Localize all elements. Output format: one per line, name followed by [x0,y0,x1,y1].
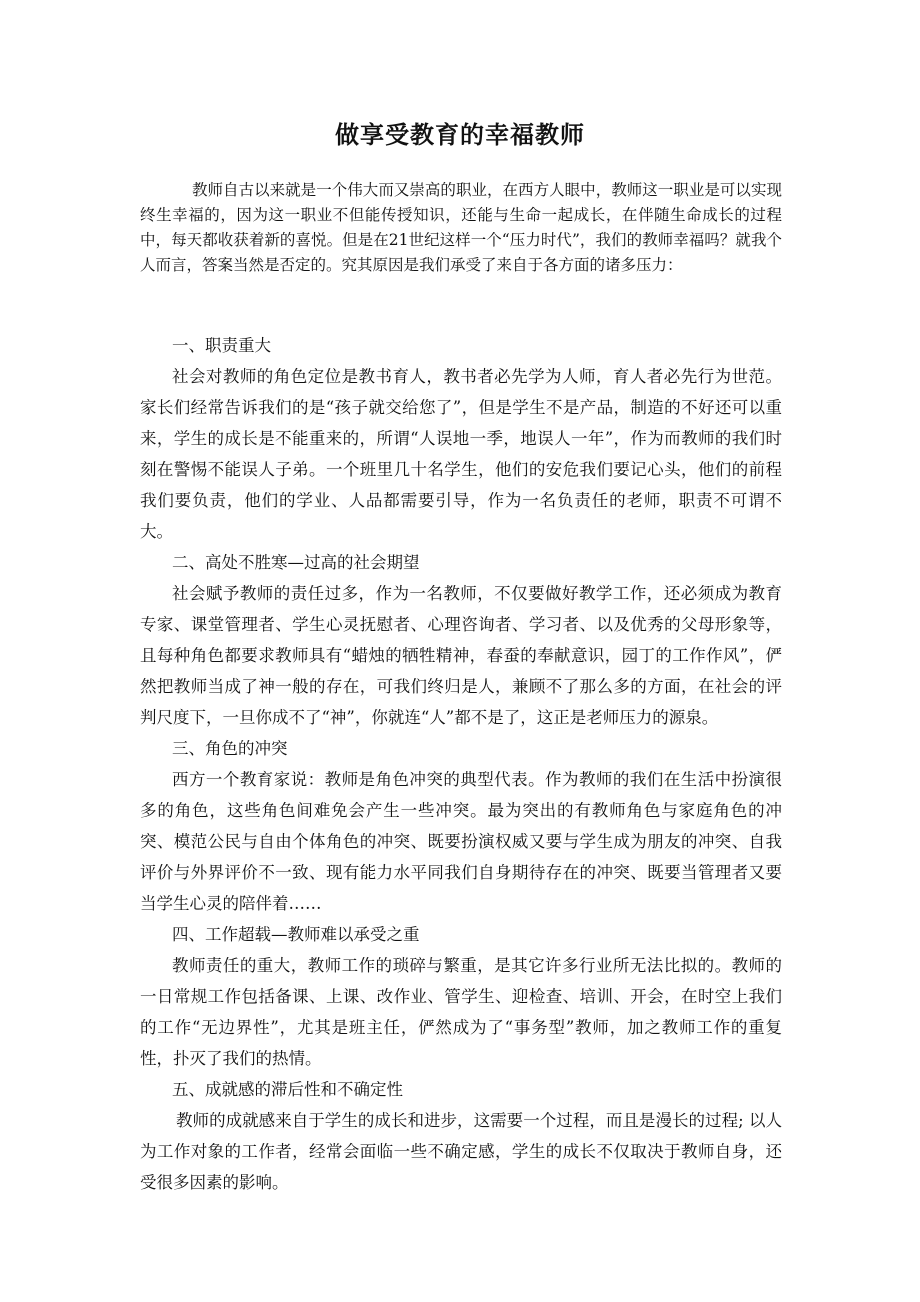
section-heading-5: 五、成就感的滞后性和不确定性 [172,1080,403,1099]
section-paragraph-1: 社会对教师的角色定位是教书育人，教书者必先学为人师，育人者必先行为世范。家长们经常告诉我们的是“孩子就交给您了”，但是学生不是产品，制造的不好还可以重来，学生的成长是不能重来的，所谓“人误地一季，地误人一年”，作为而教师的我们时刻在警惕不能误人子弟。一个班里几十名学生，他们的安危我们要记心头，他们的前程我们要负责，他们的学业、人品都需要引导，作为一名负责任的老师，职责不可谓不大。 [140,367,782,541]
document-title: 做享受教育的幸福教师 [335,120,585,149]
section-paragraph-2: 社会赋予教师的责任过多，作为一名教师，不仅要做好教学工作，还必须成为教育专家、课堂管理者、学生心灵抚慰者、心理咨询者、学习者、以及优秀的父母形象等，且每种角色都要求教师具有“蜡烛的牺牲精神，春蚕的奉献意识，园丁的工作作风”，俨然把教师当成了神一般的存在，可我们终归是人，兼顾不了那么多的方面，在社会的评判尺度下，一旦你成不了“神”，你就连“人”都不是了，这正是老师压力的源泉。 [140,584,782,727]
section-paragraph-5: 教师的成就感来自于学生的成长和进步，这需要一个过程，而且是漫长的过程; 以人为工作对象的工作者，经常会面临一些不确定感，学生的成长不仅取决于教师自身，还受很多因素的影响。 [140,1111,782,1192]
section-heading-3: 三、角色的冲突 [172,739,288,758]
section-heading-1: 一、职责重大 [172,336,271,355]
section-paragraph-4: 教师责任的重大，教师工作的琐碎与繁重，是其它许多行业所无法比拟的。教师的一日常规工作包括备课、上课、改作业、管学生、迎检查、培训、开会，在时空上我们的工作“无边界性”，尤其是班主任，俨然成为了“事务型”教师，加之教师工作的重复性，扑灭了我们的热情。 [140,956,782,1068]
document-body [140,330,782,1198]
section-heading-2: 二、高处不胜寒—过高的社会期望 [172,553,420,572]
section-heading-4: 四、工作超载—教师难以承受之重 [172,925,420,944]
intro-paragraph: 教师自古以来就是一个伟大而又崇高的职业，在西方人眼中，教师这一职业是可以实现终生幸福的，因为这一职业不但能传授知识，还能与生命一起成长，在伴随生命成长的过程中，每天都收获着新的喜悦。但是在21世纪这样一个“压力时代”，我们的教师幸福吗？就我个人而言，答案当然是否定的。究其原因是我们承受了来自于各方面的诸多压力： [140,181,782,274]
section-paragraph-3: 西方一个教育家说：教师是角色冲突的典型代表。作为教师的我们在生活中扮演很多的角色，这些角色间难免会产生一些冲突。最为突出的有教师角色与家庭角色的冲突、模范公民与自由个体角色的冲突、既要扮演权威又要与学生成为朋友的冲突、自我评价与外界评价不一致、现有能力水平同我们自身期待存在的冲突、既要当管理者又要当学生心灵的陪伴着…… [140,770,782,913]
